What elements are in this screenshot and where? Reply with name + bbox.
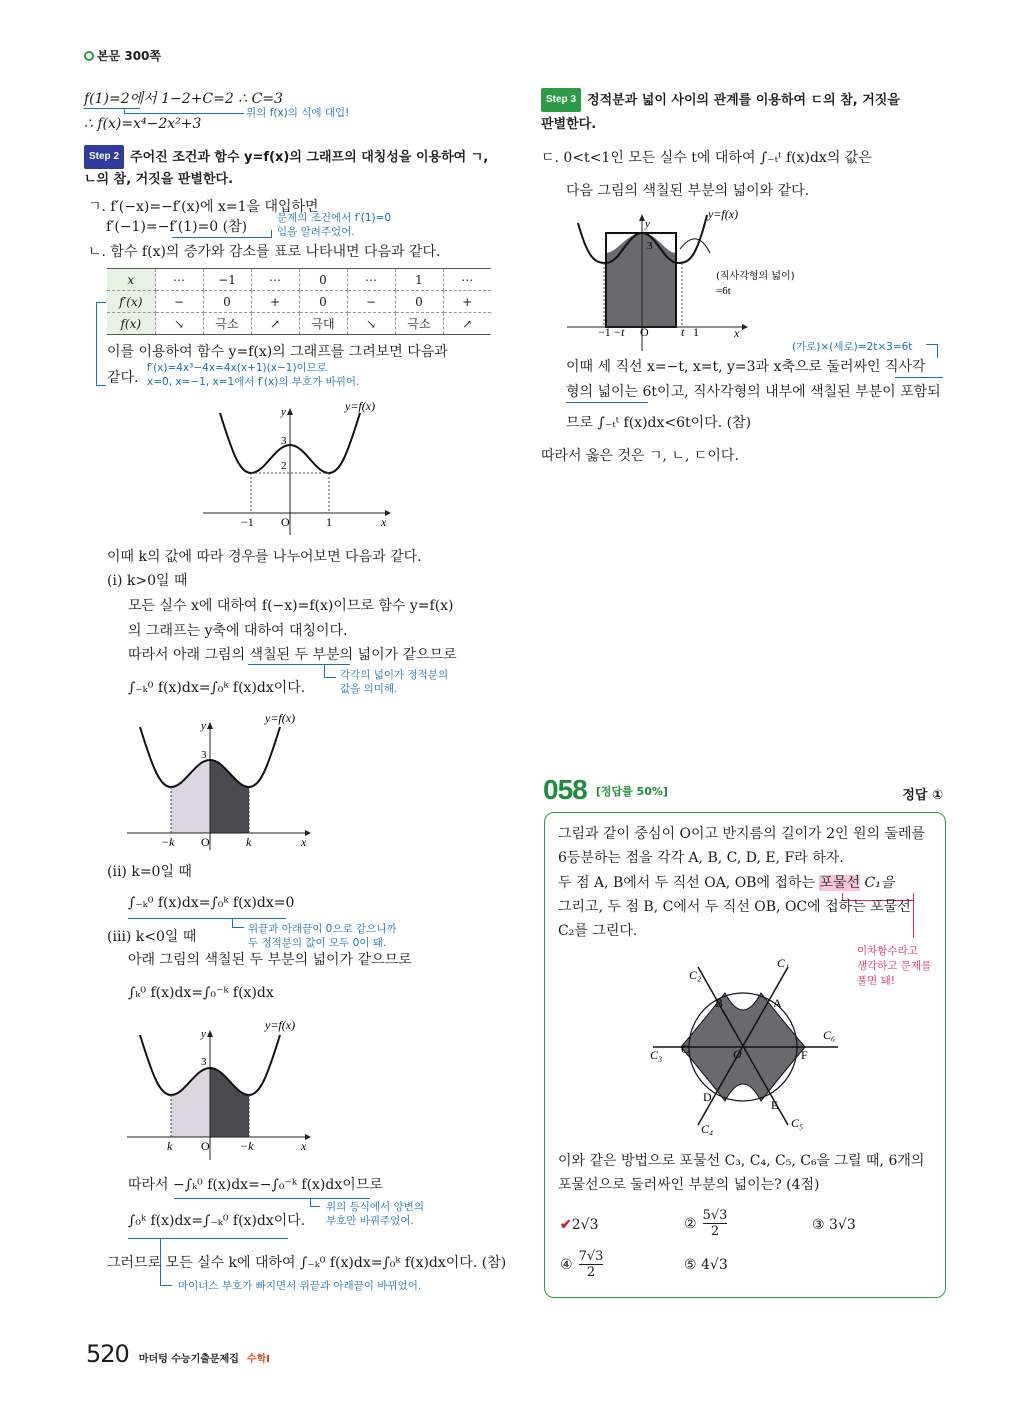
- svg-text:O: O: [201, 1139, 210, 1153]
- case1-integral: ∫₋ₖ⁰ f(x)dx=∫₀ᵏ f(x)dx이다.: [128, 680, 306, 696]
- svg-text:C₄: C₄: [701, 1122, 714, 1135]
- case2-integral: ∫₋ₖ⁰ f(x)dx=∫₀ᵏ f(x)dx=0: [128, 895, 295, 911]
- svg-text:D: D: [703, 1090, 712, 1104]
- svg-text:1: 1: [326, 515, 332, 529]
- note-rect-area: (가로)×(세로)=2t×3=6t: [792, 341, 913, 353]
- svg-text:C₃: C₃: [650, 1048, 663, 1062]
- graph-rectangle-comparison: [562, 203, 947, 353]
- svg-text:y=f(x): y=f(x): [345, 399, 376, 413]
- eq-c-solve: f(1)=2에서 1−2+C=2 ∴ C=3: [84, 91, 283, 107]
- svg-text:−k: −k: [161, 835, 175, 849]
- subject-label: 수학Ⅰ: [246, 1354, 270, 1365]
- case1-line3: 따라서 아래 그림의 색칠된 두 부분의 넓이가 같으므로: [128, 647, 457, 663]
- increase-decrease-table: [107, 268, 491, 335]
- case3-integral: ∫ₖ⁰ f(x)dx=∫₀⁻ᵏ f(x)dx: [128, 985, 274, 1001]
- svg-text:A: A: [773, 996, 782, 1010]
- svg-text:E: E: [771, 1098, 779, 1112]
- svg-text:3: 3: [281, 435, 287, 447]
- page-reference: 본문 300쪽: [84, 47, 161, 64]
- svg-text:y=f(x): y=f(x): [708, 207, 739, 221]
- question-line7: 포물선으로 둘러싸인 부분의 넓이는? (4점): [558, 1177, 820, 1193]
- svg-text:3: 3: [201, 1056, 207, 1068]
- correct-rate: [정답률 50%]: [595, 785, 668, 798]
- conclusion-line1: 따라서 −∫ₖ⁰ f(x)dx=−∫₀⁻ᵏ f(x)dx이므로: [128, 1177, 383, 1193]
- step2-heading: Step 2 주어진 조건과 함수 y=f(x)의 그래프의 대칭성을 이용하여 ㄱ, ㄴ의 참, 거짓을 판별한다.: [84, 145, 489, 191]
- svg-text:y: y: [201, 720, 206, 732]
- graph-k-positive: [115, 705, 315, 850]
- svg-text:y=f(x): y=f(x): [265, 1018, 296, 1032]
- page-number: 520: [86, 1340, 129, 1368]
- svg-text:C₅: C₅: [791, 1116, 804, 1130]
- circle-bullet-icon: [84, 51, 94, 61]
- choice-4[interactable]: ④ 7√3 2: [560, 1249, 604, 1280]
- case1-line2: 의 그래프는 y축에 대하여 대칭이다.: [128, 623, 348, 639]
- problem-header: [543, 774, 943, 806]
- table-row: f(x) ↘ 극소 ↗ 극대 ↘ 극소 ↗: [107, 313, 491, 335]
- item-d-line3: 이때 세 직선 x=−t, x=t, y=3과 x축으로 둘러싸인 직사각: [566, 359, 926, 375]
- svg-text:y: y: [281, 406, 286, 418]
- svg-text:x: x: [381, 515, 387, 529]
- conclusion-line2: ∫₀ᵏ f(x)dx=∫₋ₖ⁰ f(x)dx이다.: [128, 1213, 306, 1229]
- final-answer-statement: 따라서 옳은 것은 ㄱ, ㄴ, ㄷ이다.: [541, 448, 739, 464]
- svg-text:−k: −k: [240, 1139, 254, 1153]
- svg-text:=6t: =6t: [716, 285, 731, 297]
- case3-line1: 아래 그림의 색칠된 두 부분의 넓이가 같으므로: [128, 952, 412, 968]
- item-d-line1: ㄷ. 0<t<1인 모든 실수 t에 대하여 ∫₋ₜᵗ f(x)dx의 값은: [541, 150, 872, 166]
- table-row: x ⋯ −1 ⋯ 0 ⋯ 1 ⋯: [107, 269, 491, 291]
- graph-k-negative: [115, 1015, 315, 1160]
- item-g-line2: f′(−1)=−f′(1)=0 (참): [106, 219, 248, 235]
- svg-text:−1: −1: [598, 325, 611, 339]
- choice-5[interactable]: ⑤ 4√3: [684, 1257, 728, 1273]
- item-n-line1: ㄴ. 함수 f(x)의 증가와 감소를 표로 나타내면 다음과 같다.: [88, 244, 441, 260]
- figure-six-parabolas: [645, 955, 845, 1135]
- item-d-line2: 다음 그림의 색칠된 부분의 넓이와 같다.: [566, 183, 810, 199]
- svg-text:C₂: C₂: [689, 968, 702, 982]
- question-line3: 두 점 A, B에서 두 직선 OA, OB에 접하는 포물선 C₁을: [558, 875, 895, 891]
- item-d-line5: 므로 ∫₋ₜᵗ f(x)dx<6t이다. (참): [566, 415, 752, 431]
- svg-text:x: x: [301, 835, 307, 849]
- svg-text:O: O: [640, 325, 649, 339]
- check-mark-icon: ✔: [560, 1217, 572, 1233]
- note-derivative: f′(x)=4x³−4x=4x(x+1)(x−1)이므로 x=0, x=−1, x=1에서 f′(x)의 부호가 바뀌어.: [147, 362, 360, 388]
- svg-text:y: y: [645, 218, 650, 230]
- svg-text:x: x: [301, 1139, 307, 1153]
- table-followup-2: 같다.: [107, 370, 139, 386]
- svg-text:O: O: [201, 835, 210, 849]
- cases-intro: 이때 k의 값에 따라 경우를 나누어보면 다음과 같다.: [107, 549, 422, 565]
- svg-text:B: B: [715, 996, 724, 1010]
- svg-text:k: k: [167, 1139, 173, 1153]
- case1-title: (ⅰ) k>0일 때: [107, 573, 188, 589]
- question-line4: 그리고, 두 점 B, C에서 두 직선 OB, OC에 접하는 포물선: [558, 899, 911, 915]
- question-line1: 그림과 같이 중심이 O이고 반지름의 길이가 2인 원의 둘레를: [558, 826, 926, 842]
- answer-label: 정답 ①: [902, 788, 943, 803]
- svg-text:C: C: [681, 1042, 690, 1056]
- question-line5: C₂를 그린다.: [558, 923, 638, 939]
- svg-text:3: 3: [647, 240, 653, 252]
- footer: [86, 1340, 270, 1368]
- svg-text:y=f(x): y=f(x): [265, 711, 296, 725]
- note-condition: 문제의 조건에서 f′(1)=0 임을 알려주었어.: [277, 212, 392, 238]
- note-sign-swap: 위의 등식에서 양변의 부호만 바꿔주었어.: [326, 1201, 424, 1227]
- question-line2: 6등분하는 점을 각각 A, B, C, D, E, F라 하자.: [558, 850, 844, 866]
- question-line6: 이와 같은 방법으로 포물선 C₃, C₄, C₅, C₆을 그릴 때, 6개의: [558, 1153, 925, 1169]
- svg-text:−t: −t: [613, 325, 625, 339]
- case2-title: (ⅱ) k=0일 때: [107, 864, 192, 880]
- case1-line1: 모든 실수 x에 대하여 f(−x)=f(x)이므로 함수 y=f(x): [128, 598, 454, 614]
- note-bounds-swap: 마이너스 부호가 빠지면서 위끝과 아래끝이 바뀌었어.: [178, 1280, 422, 1292]
- book-title: 마더텅 수능기출문제집: [138, 1354, 239, 1365]
- eq-f-result: ∴ f(x)=x⁴−2x²+3: [84, 116, 202, 132]
- note-zero: 위끝과 아래끝이 0으로 같으니까 두 정적분의 값이 모두 0이 돼.: [248, 923, 397, 949]
- svg-text:C₆: C₆: [823, 1028, 836, 1042]
- svg-text:F: F: [801, 1048, 808, 1062]
- table-row: f′(x) − 0 + 0 − 0 +: [107, 291, 491, 313]
- svg-text:(직사각형의 넓이): (직사각형의 넓이): [716, 271, 795, 282]
- conclusion-line3: 그러므로 모든 실수 k에 대하여 ∫₋ₖ⁰ f(x)dx=∫₀ᵏ f(x)dx이다. (참): [107, 1255, 507, 1271]
- item-g-line1: ㄱ. f′(−x)=−f′(x)에 x=1을 대입하면: [88, 199, 319, 215]
- item-d-line4: 형의 넓이는 6t이고, 직사각형의 내부에 색칠된 부분이 포함되: [566, 384, 941, 400]
- case3-title: (ⅲ) k<0일 때: [107, 929, 197, 945]
- svg-text:y: y: [201, 1028, 206, 1040]
- problem-number: 058: [543, 774, 587, 805]
- graph-quartic: [195, 395, 395, 540]
- svg-text:C₁: C₁: [777, 956, 790, 970]
- highlight-parabola: 포물선: [819, 875, 861, 891]
- note-substitute: 위의 f(x)의 식에 대입!: [246, 107, 350, 119]
- svg-text:O: O: [281, 515, 290, 529]
- choice-1[interactable]: ✔2√3: [560, 1217, 599, 1233]
- step2-badge: Step 2: [84, 145, 124, 169]
- svg-text:t: t: [681, 325, 685, 339]
- step3-heading: Step 3 정적분과 넓이 사이의 관계를 이용하여 ㄷ의 참, 거짓을 판별한다.: [541, 88, 951, 138]
- svg-text:1: 1: [693, 325, 699, 339]
- svg-text:x: x: [734, 326, 740, 340]
- tip-note: 이차함수라고 생각하고 문제를 풀면 돼!: [857, 945, 932, 987]
- svg-text:3: 3: [201, 749, 207, 761]
- svg-text:2: 2: [281, 460, 287, 472]
- step3-badge: Step 3: [541, 88, 581, 112]
- table-followup-1: 이를 이용하여 함수 y=f(x)의 그래프를 그려보면 다음과: [107, 344, 448, 360]
- svg-text:−1: −1: [241, 515, 254, 529]
- choice-2[interactable]: ② 5√3 2: [684, 1208, 728, 1239]
- choice-3[interactable]: ③ 3√3: [812, 1217, 856, 1233]
- note-area-meaning: 각각의 넓이가 정적분의 값을 의미해.: [340, 669, 449, 695]
- svg-text:k: k: [246, 835, 252, 849]
- svg-text:O: O: [733, 1047, 742, 1061]
